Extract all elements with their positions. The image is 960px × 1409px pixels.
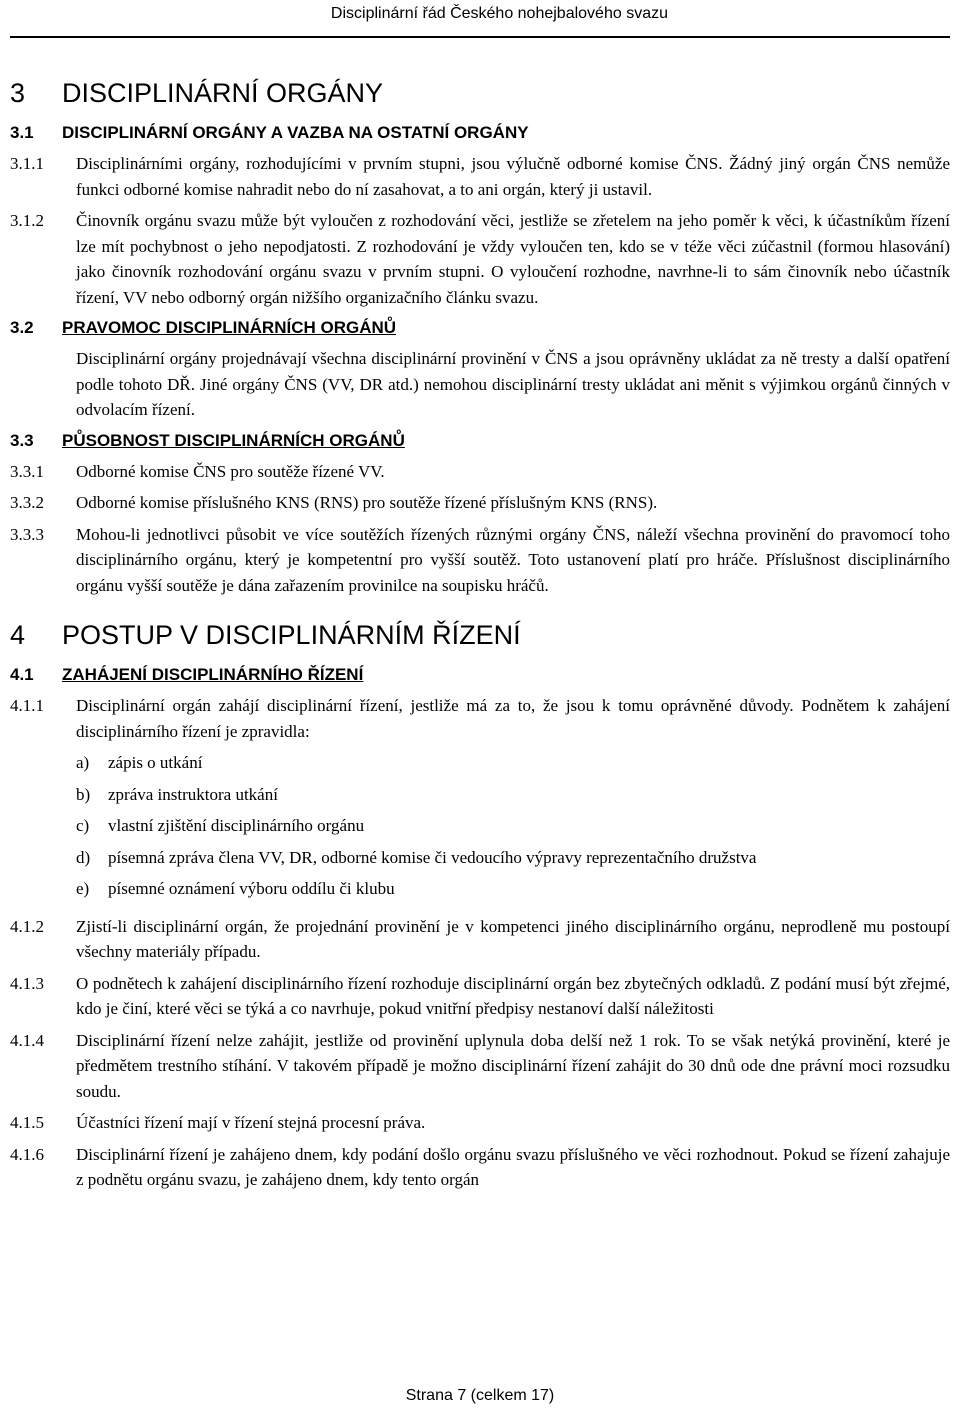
paragraph-text: Zjistí-li disciplinární orgán, že projednání provinění je v kompetenci jiného disciplinárního orgánu, neprodleně mu postoupí všechny materiály případu. [76, 916, 950, 961]
paragraph-text: O podnětech k zahájení disciplinárního řízení rozhoduje disciplinární orgán bez zbytečných odkladů. Z podání musí být zřejmé, kdo je činí, které věci se týká a co navrhuje, pokud vnitřní předpisy nestanoví další náležitosti [76, 973, 950, 1018]
section-title: DISCIPLINÁRNÍ ORGÁNY A VAZBA NA OSTATNÍ ORGÁNY [62, 123, 529, 142]
list-marker: a) [76, 753, 90, 772]
page-number-footer: Strana 7 (celkem 17) [405, 1387, 555, 1404]
section-3-heading [10, 78, 950, 109]
paragraph-number: 4.1.4 [10, 1030, 44, 1050]
section-number: 3.1 [10, 123, 34, 142]
section-title: PRAVOMOC DISCIPLINÁRNÍCH ORGÁNŮ [62, 318, 397, 337]
paragraph-text: Mohou-li jednotlivci působit ve více soutěžích řízených různými orgány ČNS, náleží všechna provinění do pravomocí toho disciplinárního orgánu, který je kompetentní pro vyšší soutěž. Toto ustanovení platí pro hráče. Příslušnost disciplinárního orgánu vyšší soutěže je dána zařazením provinilce na soupisku hráčů. [76, 524, 950, 595]
list-marker: d) [76, 847, 91, 867]
section-3-3-heading [10, 431, 950, 451]
paragraph-4-1-5 [10, 1110, 950, 1136]
section-number: 4.1 [10, 665, 34, 684]
paragraph-text: Účastníci řízení mají v řízení stejná procesní práva. [76, 1113, 426, 1132]
paragraph-4-1-4 [10, 1028, 950, 1105]
list-item-text: písemná zpráva člena VV, DR, odborné komise či vedoucího výpravy reprezentačního družstva [108, 847, 757, 867]
list-item-text: vlastní zjištění disciplinárního orgánu [108, 816, 365, 835]
list-item [76, 813, 950, 839]
initiation-list [76, 750, 950, 902]
section-title: POSTUP V DISCIPLINÁRNÍM ŘÍZENÍ [62, 620, 521, 650]
paragraph-number: 3.3.1 [10, 461, 44, 481]
list-item-text: zpráva instruktora utkání [108, 784, 278, 804]
paragraph-text: Odborné komise ČNS pro soutěže řízené VV. [76, 461, 385, 481]
paragraph-3-1-1 [10, 151, 950, 202]
list-marker: c) [76, 816, 90, 835]
paragraph-number: 3.3.2 [10, 493, 44, 512]
paragraph-4-1-3 [10, 971, 950, 1022]
paragraph-4-1-6 [10, 1142, 950, 1193]
running-header: Disciplinární řád Českého nohejbalového svazu [330, 5, 668, 22]
section-4-1-heading [10, 665, 950, 685]
paragraph-number: 4.1.6 [10, 1144, 44, 1164]
paragraph-text: Disciplinární orgán zahájí disciplinární řízení, jestliže má za to, že jsou k tomu oprávněné důvody. Podnětem k zahájení disciplinárního řízení je zpravidla: [76, 696, 950, 741]
paragraph-3-3-1 [10, 459, 950, 485]
list-item [76, 876, 950, 902]
paragraph-number: 3.1.1 [10, 154, 44, 173]
paragraph-number: 4.1.1 [10, 696, 44, 715]
paragraph-3-1-2 [10, 208, 950, 310]
header-rule [10, 36, 950, 38]
paragraph-3-3-3 [10, 522, 950, 599]
paragraph-text: Disciplinární řízení nelze zahájit, jestliže od provinění uplynula doba delší než 1 rok. To se však netýká provinění, které je předmětem trestního stíhání. V takovém případě je možno disciplinární řízení zahájit do 30 dnů ode dne právní moci rozsudku soudu. [76, 1030, 950, 1101]
list-marker: b) [76, 784, 91, 804]
paragraph-4-1-1 [10, 693, 950, 908]
section-number: 4 [10, 620, 26, 650]
page-content [10, 36, 950, 1199]
section-number: 3.3 [10, 430, 34, 450]
section-title: ZAHÁJENÍ DISCIPLINÁRNÍHO ŘÍZENÍ [62, 665, 364, 684]
section-3-1-heading [10, 123, 950, 143]
paragraph-number: 3.3.3 [10, 524, 44, 544]
paragraph-3-3-2 [10, 490, 950, 516]
list-item [76, 845, 950, 871]
list-item-text: zápis o utkání [108, 753, 203, 772]
section-number: 3.2 [10, 318, 34, 337]
section-title: PŮSOBNOST DISCIPLINÁRNÍCH ORGÁNŮ [62, 430, 405, 450]
list-marker: e) [76, 879, 90, 898]
paragraph-4-1-2 [10, 914, 950, 965]
paragraph-text: Činovník orgánu svazu může být vyloučen z rozhodování věci, jestliže se zřetelem na jeho poměr k věci, k účastníkům řízení lze mít pochybnost o jeho nepodjatosti. Z rozhodování je vždy vyloučen ten, kdo se v téže věci zúčastnil (formou hlasování) jako činovník rozhodování orgánu svazu v prvním stupni. O vyloučení rozhodne, navrhne-li to sám činovník nebo účastník řízení, VV nebo odborný orgán nižšího organizačního článku svazu. [76, 211, 950, 307]
section-title: DISCIPLINÁRNÍ ORGÁNY [62, 78, 384, 108]
paragraph-number: 4.1.5 [10, 1113, 44, 1132]
section-4-heading [10, 620, 950, 651]
list-item [76, 782, 950, 808]
paragraph-text: Disciplinární orgány projednávají všechna disciplinární provinění v ČNS a jsou oprávněny ukládat za ně tresty a další opatření podle tohoto DŘ. Jiné orgány ČNS (VV, DR atd.) nemohou disciplinární tresty ukládat ani měnit s výjimkou orgánů činných v odvolacím řízení. [76, 349, 950, 419]
paragraph-3-2 [10, 346, 950, 423]
list-item [76, 750, 950, 776]
paragraph-number: 4.1.3 [10, 973, 44, 993]
section-3-2-heading [10, 318, 950, 338]
paragraph-text: Odborné komise příslušného KNS (RNS) pro soutěže řízené příslušným KNS (RNS). [76, 493, 658, 512]
list-item-text: písemné oznámení výboru oddílu či klubu [108, 879, 395, 898]
paragraph-text: Disciplinárními orgány, rozhodujícími v prvním stupni, jsou výlučně odborné komise ČNS. Žádný jiný orgán ČNS nemůže funkci odborné komise nahradit nebo do ní zasahovat, a to ani orgán, který ji ustavil. [76, 154, 950, 199]
paragraph-number: 4.1.2 [10, 916, 44, 936]
paragraph-number: 3.1.2 [10, 211, 44, 230]
paragraph-text: Disciplinární řízení je zahájeno dnem, kdy podání došlo orgánu svazu příslušného ve věci rozhodnout. Pokud se řízení zahajuje z podnětu orgánu svazu, je zahájeno dnem, kdy tento orgán [76, 1144, 950, 1189]
section-number: 3 [10, 78, 26, 108]
